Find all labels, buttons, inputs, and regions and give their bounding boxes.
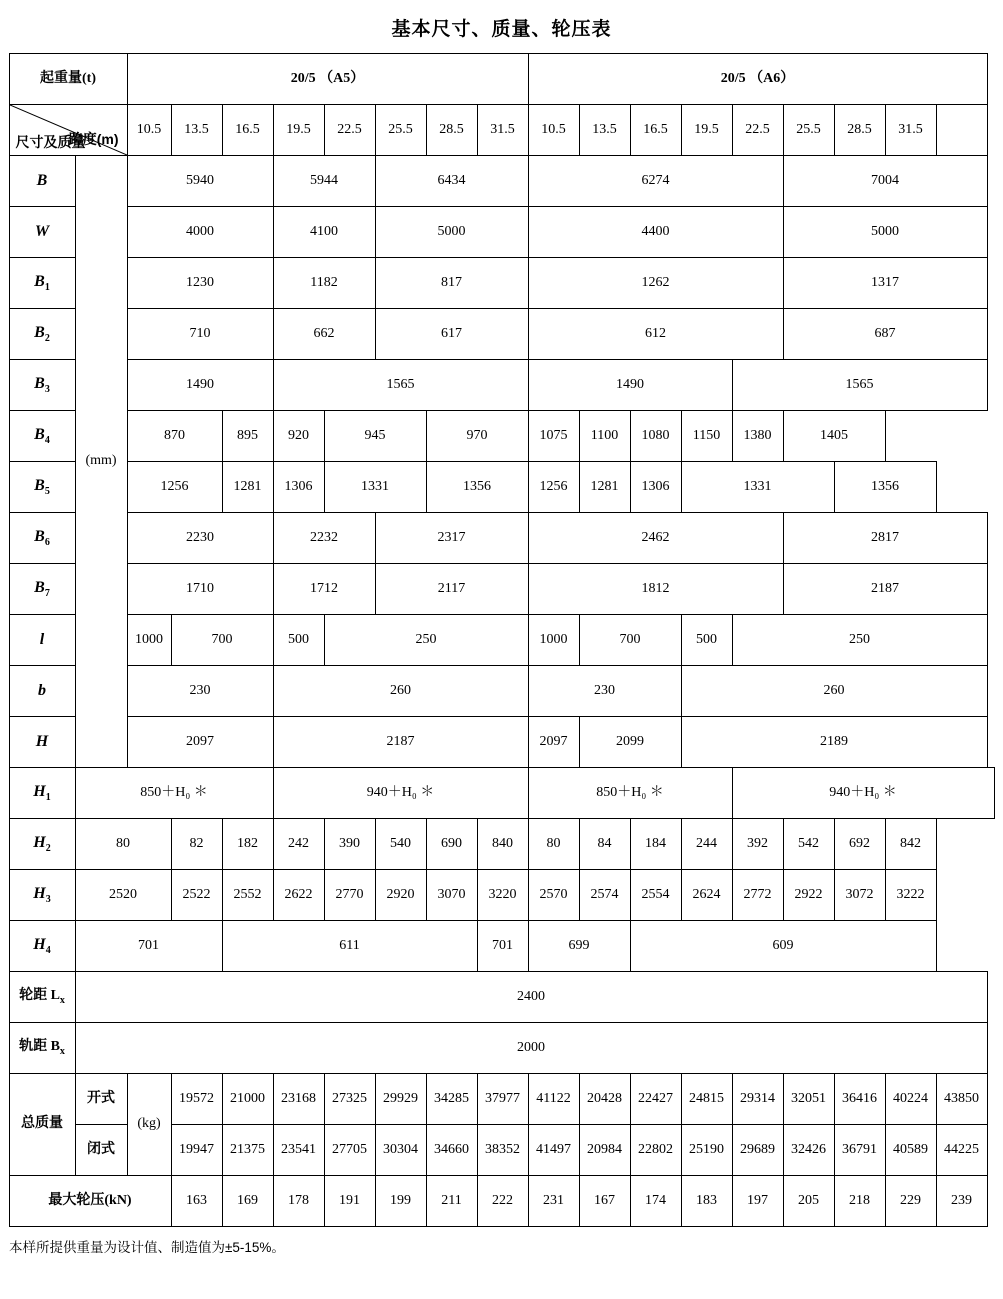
mass-open-label: 开式 [75, 1074, 127, 1125]
row-Bx [9, 1023, 994, 1074]
H-a6-2: 2189 [681, 717, 987, 768]
H3-a5-3: 2622 [273, 870, 324, 921]
B1-a6-1: 1317 [783, 258, 987, 309]
row-H [9, 717, 994, 768]
header-row-spans [9, 105, 994, 156]
H-a5-1: 2187 [273, 717, 528, 768]
l-a6-0: 1000 [528, 615, 579, 666]
mass-open-2: 23168 [273, 1074, 324, 1125]
b-a6-0: 230 [528, 666, 681, 717]
mass-open-4: 29929 [375, 1074, 426, 1125]
B-a5-0: 5940 [127, 156, 273, 207]
mass-open-14: 40224 [885, 1074, 936, 1125]
row-l [9, 615, 994, 666]
mass-closed-6: 38352 [477, 1125, 528, 1176]
B4-a5-4: 970 [426, 411, 528, 462]
B5-a5-4: 1356 [426, 462, 528, 513]
H1-a5-0: 850＋H₀ ＊ [75, 768, 273, 819]
B2-a5-1: 662 [273, 309, 375, 360]
mass-closed-13: 36791 [834, 1125, 885, 1176]
B5-a6-0: 1256 [528, 462, 579, 513]
span-dim-diagonal-header [9, 105, 127, 156]
mass-closed-3: 27705 [324, 1125, 375, 1176]
span-a6-4: 22.5 [732, 105, 783, 156]
span-a5-5: 25.5 [375, 105, 426, 156]
H-a6-0: 2097 [528, 717, 579, 768]
wheel-load-14: 229 [885, 1176, 936, 1227]
B5-a5-1: 1281 [222, 462, 273, 513]
wheel-load-11: 197 [732, 1176, 783, 1227]
l-a6-2: 500 [681, 615, 732, 666]
wheel-load-10: 183 [681, 1176, 732, 1227]
wheel-load-0: 163 [171, 1176, 222, 1227]
l-a6-1: 700 [579, 615, 681, 666]
H1-a6-1: 940＋H₀ ＊ [732, 768, 994, 819]
B-a5-1: 5944 [273, 156, 375, 207]
row-label-l: l [9, 615, 75, 666]
B3-a5-0: 1490 [127, 360, 273, 411]
mass-closed-1: 21375 [222, 1125, 273, 1176]
row-label-Bx: 轨距 $B_x$ [9, 1023, 75, 1074]
row-B7 [9, 564, 994, 615]
dimensions-table [9, 53, 995, 1227]
row-wheel-load [9, 1176, 994, 1227]
H3-a5-5: 2920 [375, 870, 426, 921]
B-a6-1: 7004 [783, 156, 987, 207]
B4-a5-1: 895 [222, 411, 273, 462]
H2-a5-0: 80 [75, 819, 171, 870]
H4-a6-1: 699 [528, 921, 630, 972]
table-footnote: 本样所提供重量为设计值、制造值为±5-15%。 [9, 1240, 285, 1255]
mass-open-15: 43850 [936, 1074, 987, 1125]
row-mass-open [9, 1074, 994, 1125]
mass-open-0: 19572 [171, 1074, 222, 1125]
B6-a5-2: 2317 [375, 513, 528, 564]
row-B [9, 156, 994, 207]
span-a5-2: 16.5 [222, 105, 273, 156]
mass-closed-0: 19947 [171, 1125, 222, 1176]
wheel-load-7: 231 [528, 1176, 579, 1227]
mass-open-5: 34285 [426, 1074, 477, 1125]
H2-a6-0: 80 [528, 819, 579, 870]
B6-a5-1: 2232 [273, 513, 375, 564]
H2-a5-4: 390 [324, 819, 375, 870]
row-H4 [9, 921, 994, 972]
W-a6-1: 5000 [783, 207, 987, 258]
wheel-load-4: 199 [375, 1176, 426, 1227]
B2-a5-0: 710 [127, 309, 273, 360]
mass-open-7: 41122 [528, 1074, 579, 1125]
mass-open-12: 32051 [783, 1074, 834, 1125]
B3-a6-0: 1490 [528, 360, 732, 411]
H4-a5-0: 701 [75, 921, 222, 972]
B1-a5-1: 1182 [273, 258, 375, 309]
mass-closed-15: 44225 [936, 1125, 987, 1176]
B7-a5-1: 1712 [273, 564, 375, 615]
row-label-W: W [9, 207, 75, 258]
Lx-value: 2400 [75, 972, 987, 1023]
B7-a6-0: 1812 [528, 564, 783, 615]
H3-a6-3: 2624 [681, 870, 732, 921]
row-H1 [9, 768, 994, 819]
group-a5-label: 20/5 （A5） [127, 54, 528, 105]
H2-a5-2: 182 [222, 819, 273, 870]
row-B5 [9, 462, 994, 513]
B2-a6-1: 687 [783, 309, 987, 360]
b-a6-1: 260 [681, 666, 987, 717]
mass-open-9: 22427 [630, 1074, 681, 1125]
span-a6-3: 19.5 [681, 105, 732, 156]
row-label-B: B [9, 156, 75, 207]
unit-kg-cell: (kg) [127, 1074, 171, 1176]
row-B2 [9, 309, 994, 360]
span-a6-0: 10.5 [528, 105, 579, 156]
row-label-B3: $B_3$ [9, 360, 75, 411]
row-B6 [9, 513, 994, 564]
W-a5-2: 5000 [375, 207, 528, 258]
H2-a5-1: 82 [171, 819, 222, 870]
span-a5-1: 13.5 [171, 105, 222, 156]
B4-a5-0: 870 [127, 411, 222, 462]
H3-a6-0: 2570 [528, 870, 579, 921]
span-a6-5: 25.5 [783, 105, 834, 156]
span-label: 跨度(m) [68, 131, 119, 147]
B4-a5-3: 945 [324, 411, 426, 462]
span-a5-0: 10.5 [127, 105, 171, 156]
H3-a6-4: 2772 [732, 870, 783, 921]
wheel-load-9: 174 [630, 1176, 681, 1227]
H2-a6-4: 392 [732, 819, 783, 870]
span-a6-8 [936, 105, 987, 156]
B-a6-0: 6274 [528, 156, 783, 207]
H2-a5-6: 690 [426, 819, 477, 870]
B4-a6-0: 1075 [528, 411, 579, 462]
span-a6-1: 13.5 [579, 105, 630, 156]
Bx-value: 2000 [75, 1023, 987, 1074]
H2-a5-5: 540 [375, 819, 426, 870]
wheel-load-8: 167 [579, 1176, 630, 1227]
span-a5-4: 22.5 [324, 105, 375, 156]
row-H2 [9, 819, 994, 870]
span-a5-6: 28.5 [426, 105, 477, 156]
B4-a6-2: 1080 [630, 411, 681, 462]
row-Lx [9, 972, 994, 1023]
W-a5-0: 4000 [127, 207, 273, 258]
wheel-load-13: 218 [834, 1176, 885, 1227]
H3-a5-4: 2770 [324, 870, 375, 921]
page-title: 基本尺寸、质量、轮压表 [391, 19, 612, 40]
H4-a6-0: 701 [477, 921, 528, 972]
H2-a6-6: 692 [834, 819, 885, 870]
H4-a5-1: 611 [222, 921, 477, 972]
H3-a6-6: 3072 [834, 870, 885, 921]
H2-a6-2: 184 [630, 819, 681, 870]
mass-open-3: 27325 [324, 1074, 375, 1125]
B5-a6-3: 1331 [681, 462, 834, 513]
H3-a5-1: 2522 [171, 870, 222, 921]
row-label-total-mass: 总质量 [9, 1074, 75, 1176]
B5-a6-4: 1356 [834, 462, 936, 513]
mass-closed-2: 23541 [273, 1125, 324, 1176]
wheel-load-1: 169 [222, 1176, 273, 1227]
row-label-B4: $B_4$ [9, 411, 75, 462]
B7-a5-2: 2117 [375, 564, 528, 615]
row-b [9, 666, 994, 717]
B1-a6-0: 1262 [528, 258, 783, 309]
B2-a5-2: 617 [375, 309, 528, 360]
B5-a5-3: 1331 [324, 462, 426, 513]
B6-a6-1: 2817 [783, 513, 987, 564]
unit-mm-cell: (mm) [75, 156, 127, 768]
row-label-Lx: 轮距 $L_x$ [9, 972, 75, 1023]
B3-a5-1: 1565 [273, 360, 528, 411]
l-a6-3: 250 [732, 615, 987, 666]
B5-a5-0: 1256 [127, 462, 222, 513]
mass-closed-5: 34660 [426, 1125, 477, 1176]
wheel-load-15: 239 [936, 1176, 987, 1227]
row-H3 [9, 870, 994, 921]
H3-a5-0: 2520 [75, 870, 171, 921]
B2-a6-0: 612 [528, 309, 783, 360]
mass-closed-10: 25190 [681, 1125, 732, 1176]
B5-a6-2: 1306 [630, 462, 681, 513]
row-label-H3: $H_3$ [9, 870, 75, 921]
H3-a5-7: 3220 [477, 870, 528, 921]
row-label-B5: $B_5$ [9, 462, 75, 513]
group-a6-label: 20/5 （A6） [528, 54, 987, 105]
H3-a6-1: 2574 [579, 870, 630, 921]
row-W [9, 207, 994, 258]
row-label-H2: $H_2$ [9, 819, 75, 870]
header-row-capacity [9, 54, 994, 105]
span-a6-2: 16.5 [630, 105, 681, 156]
H3-a5-6: 3070 [426, 870, 477, 921]
mass-closed-7: 41497 [528, 1125, 579, 1176]
span-a6-7: 31.5 [885, 105, 936, 156]
mass-closed-12: 32426 [783, 1125, 834, 1176]
b-a5-1: 260 [273, 666, 528, 717]
H1-a5-1: 940＋H₀ ＊ [273, 768, 528, 819]
row-label-wheel-load: 最大轮压(kN) [9, 1176, 171, 1227]
B4-a5-2: 920 [273, 411, 324, 462]
span-a6-6: 28.5 [834, 105, 885, 156]
H2-a6-3: 244 [681, 819, 732, 870]
wheel-load-5: 211 [426, 1176, 477, 1227]
row-label-H4: $H_4$ [9, 921, 75, 972]
mass-closed-4: 30304 [375, 1125, 426, 1176]
B-a5-2: 6434 [375, 156, 528, 207]
span-a5-7: 31.5 [477, 105, 528, 156]
mass-open-11: 29314 [732, 1074, 783, 1125]
row-B3 [9, 360, 994, 411]
mass-open-8: 20428 [579, 1074, 630, 1125]
mass-closed-14: 40589 [885, 1125, 936, 1176]
mass-closed-8: 20984 [579, 1125, 630, 1176]
H2-a6-7: 842 [885, 819, 936, 870]
mass-open-6: 37977 [477, 1074, 528, 1125]
B4-a6-1: 1100 [579, 411, 630, 462]
B4-a6-4: 1380 [732, 411, 783, 462]
B6-a5-0: 2230 [127, 513, 273, 564]
B6-a6-0: 2462 [528, 513, 783, 564]
B7-a6-1: 2187 [783, 564, 987, 615]
l-a5-0: 1000 [127, 615, 171, 666]
row-label-B6: $B_6$ [9, 513, 75, 564]
mass-closed-label: 闭式 [75, 1125, 127, 1176]
H3-a6-2: 2554 [630, 870, 681, 921]
capacity-label: 起重量(t) [9, 54, 127, 105]
B4-a6-5: 1405 [783, 411, 885, 462]
H2-a5-7: 840 [477, 819, 528, 870]
H2-a6-1: 84 [579, 819, 630, 870]
H3-a6-5: 2922 [783, 870, 834, 921]
H2-a5-3: 242 [273, 819, 324, 870]
H4-a6-2: 609 [630, 921, 936, 972]
row-label-H: H [9, 717, 75, 768]
H1-a6-0: 850＋H₀ ＊ [528, 768, 732, 819]
mass-open-10: 24815 [681, 1074, 732, 1125]
W-a5-1: 4100 [273, 207, 375, 258]
H-a5-0: 2097 [127, 717, 273, 768]
H3-a5-2: 2552 [222, 870, 273, 921]
l-a5-1: 700 [171, 615, 273, 666]
dimension-mass-label: 尺寸及质量 [15, 133, 86, 150]
mass-closed-11: 29689 [732, 1125, 783, 1176]
B1-a5-2: 817 [375, 258, 528, 309]
row-label-H1: $H_1$ [9, 768, 75, 819]
wheel-load-6: 222 [477, 1176, 528, 1227]
B1-a5-0: 1230 [127, 258, 273, 309]
B7-a5-0: 1710 [127, 564, 273, 615]
B5-a5-2: 1306 [273, 462, 324, 513]
row-label-B2: $B_2$ [9, 309, 75, 360]
B3-a6-1: 1565 [732, 360, 987, 411]
row-B1 [9, 258, 994, 309]
row-label-B7: $B_7$ [9, 564, 75, 615]
mass-open-1: 21000 [222, 1074, 273, 1125]
row-label-b: b [9, 666, 75, 717]
row-label-B1: $B_1$ [9, 258, 75, 309]
l-a5-2: 500 [273, 615, 324, 666]
H3-a6-7: 3222 [885, 870, 936, 921]
B4-a6-3: 1150 [681, 411, 732, 462]
B5-a6-1: 1281 [579, 462, 630, 513]
wheel-load-2: 178 [273, 1176, 324, 1227]
span-a5-3: 19.5 [273, 105, 324, 156]
H2-a6-5: 542 [783, 819, 834, 870]
mass-open-13: 36416 [834, 1074, 885, 1125]
wheel-load-12: 205 [783, 1176, 834, 1227]
wheel-load-3: 191 [324, 1176, 375, 1227]
l-a5-3: 250 [324, 615, 528, 666]
mass-closed-9: 22802 [630, 1125, 681, 1176]
W-a6-0: 4400 [528, 207, 783, 258]
b-a5-0: 230 [127, 666, 273, 717]
row-B4 [9, 411, 994, 462]
H-a6-1: 2099 [579, 717, 681, 768]
